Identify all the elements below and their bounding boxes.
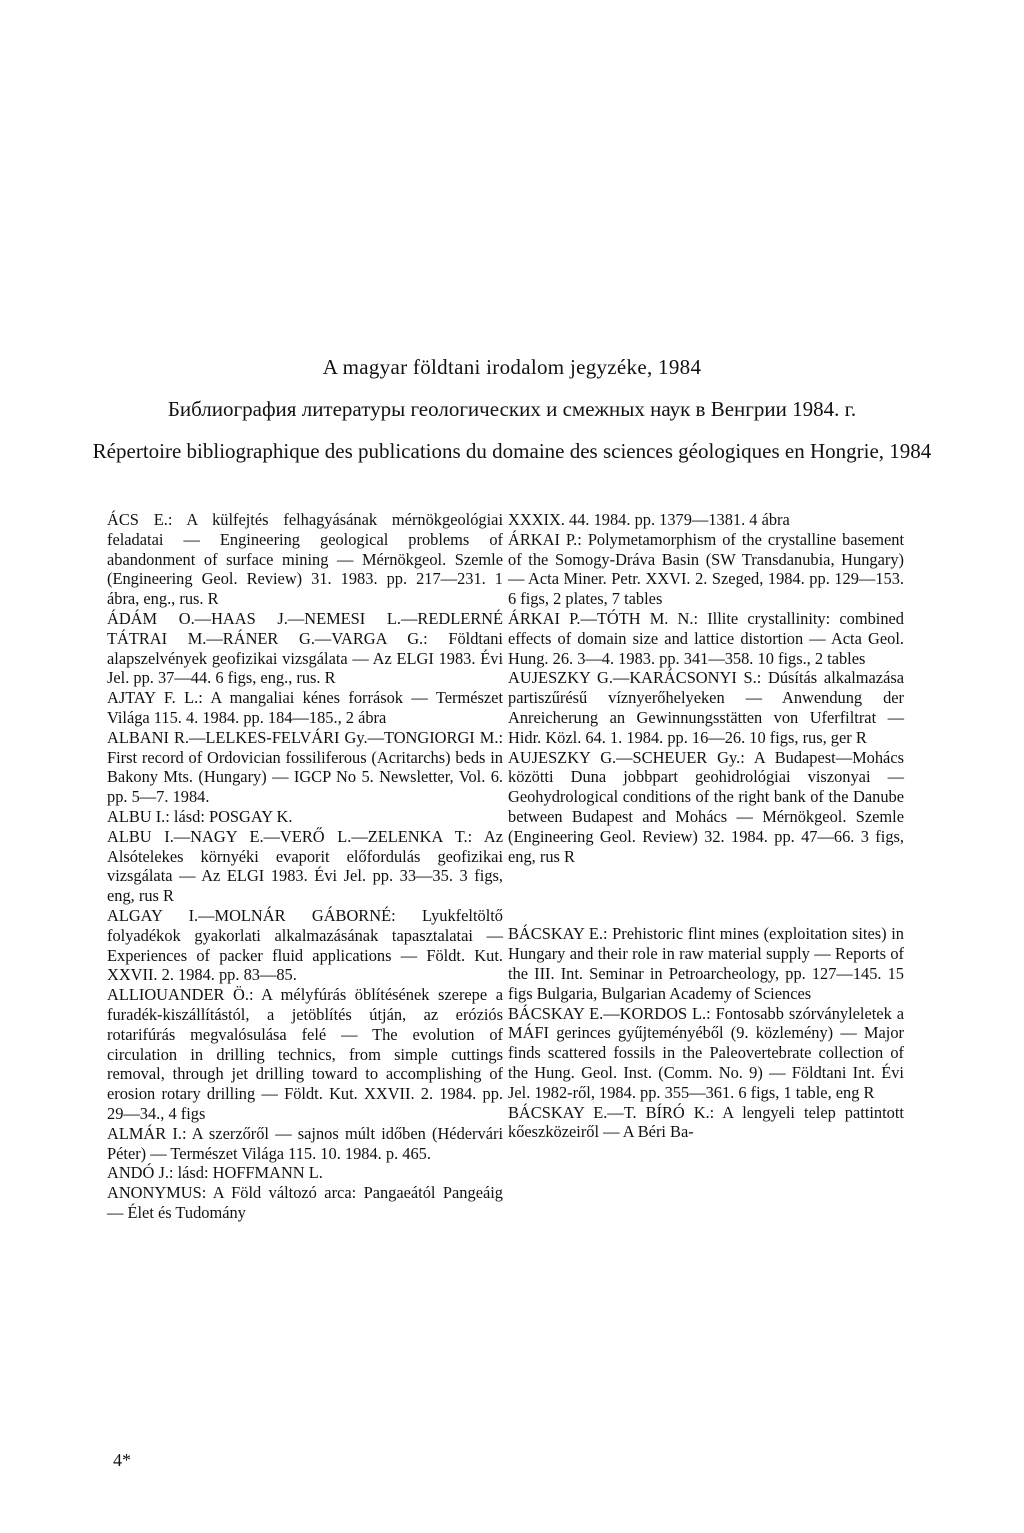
bibliography-entry: ALBANI R.—LELKES-FELVÁRI Gy.—TONGIORGI M.: First record of Ordovician fossiliferous (Acritarchs) beds in Bakony Mts. (Hungary) — IGCP No 5. Newsletter, Vol. 6. pp. 5—7. 1984. xyxy=(107,727,503,807)
bibliography-entry: ANONYMUS: A Föld változó arca: Pangaeától Pangeáig — Élet és Tudomány xyxy=(107,1183,503,1222)
left-column xyxy=(107,510,503,1223)
bibliography-entry: ANDÓ J.: lásd: HOFFMANN L. xyxy=(107,1163,323,1183)
bibliography-entry: ÁDÁM O.—HAAS J.—NEMESI L.—REDLERNÉ TÁTRAI M.—RÁNER G.—VARGA G.: Földtani alapszelvények geofizikai vizsgálata — Az ELGI 1983. Évi Jel. pp. 37—44. 6 figs, eng., rus. R xyxy=(107,608,503,688)
bibliography-entry: ALGAY I.—MOLNÁR GÁBORNÉ: Lyukfeltöltő folyadékok gyakorlati alkalmazásának tapasztalatai — Experiences of packer fluid applications — Földt. Kut. XXVII. 2. 1984. pp. 83—85. xyxy=(107,905,503,985)
page-marker: 4* xyxy=(113,1450,131,1470)
bibliography-entry: ALLIOUANDER Ö.: A mélyfúrás öblítésének szerepe a furadék-kiszállítástól, a jetöblítés útján, az eróziós rotarifúrás megvalósulása felé — The evolution of circulation in drilling technics, from simple cuttings removal, through jet drilling toward to accomplishing of erosion rotary drilling — Földt. Kut. XXVII. 2. 1984. pp. 29—34., 4 figs xyxy=(107,985,503,1123)
bibliography-entry: ÁRKAI P.—TÓTH M. N.: Illite crystallinity: combined effects of domain size and lattice distortion — Acta Geol. Hung. 26. 3—4. 1983. pp. 341—358. 10 figs., 2 tables xyxy=(508,608,904,668)
bibliography-entry: XXXIX. 44. 1984. pp. 1379—1381. 4 ábra xyxy=(508,510,790,529)
bibliography-entry: ALBU I.: lásd: POSGAY K. xyxy=(107,806,293,826)
title-hungarian: A magyar földtani irodalom jegyzéke, 1984 xyxy=(322,355,702,379)
bibliography-entry: BÁCSKAY E.—T. BÍRÓ K.: A lengyeli telep pattintott kőeszközeiről — A Béri Ba- xyxy=(508,1102,904,1142)
bibliography-entry: ÁCS E.: A külfejtés felhagyásának mérnökgeológiai feladatai — Engineering geological problems of abandonment of surface mining — Mérnökgeol. Szemle (Engineering Geol. Review) 31. 1983. pp. 217—231. 1 ábra, eng., rus. R xyxy=(107,510,503,609)
title-french: Répertoire bibliographique des publications du domaine des sciences géologiques en Hongrie, 1984 xyxy=(92,439,932,463)
bibliography-entry: ALMÁR I.: A szerzőről — sajnos múlt időben (Hédervári Péter) — Természet Világa 115. 10. 1984. p. 465. xyxy=(107,1123,503,1163)
right-column xyxy=(508,510,904,1142)
bibliography-entry: ALBU I.—NAGY E.—VERŐ L.—ZELENKA T.: Az Alsótelekes környéki evaporit előfordulás geofizikai vizsgálata — Az ELGI 1983. Évi Jel. pp. 33—35. 3 figs, eng, rus R xyxy=(107,826,503,906)
bibliography-entry: ÁRKAI P.: Polymetamorphism of the crystalline basement of the Somogy-Dráva Basin (SW Transdanubia, Hungary) — Acta Miner. Petr. XXVI. 2. Szeged, 1984. pp. 129—153. 6 figs, 2 plates, 7 tables xyxy=(508,529,904,609)
bibliography-entry: BÁCSKAY E.—KORDOS L.: Fontosabb szórványleletek a MÁFI gerinces gyűjteményéből (9. közlemény) — Major finds scattered fossils in the Paleovertebrate collection of the Hung. Geol. Inst. (Comm. No. 9) — Földtani Int. Évi Jel. 1982-ről, 1984. pp. 355—361. 6 figs, 1 table, eng R xyxy=(508,1003,904,1102)
section-gap xyxy=(508,866,904,924)
bibliography-entry: BÁCSKAY E.: Prehistoric flint mines (exploitation sites) in Hungary and their role in raw material supply — Reports of the III. Int. Seminar in Petroarcheology, pp. 127—145. 15 figs Bulgaria, Bulgarian Academy of Sciences xyxy=(508,924,904,1003)
bibliography-entry: AJTAY F. L.: A mangaliai kénes források — Természet Világa 115. 4. 1984. pp. 184—185., 2 ábra xyxy=(107,688,503,727)
title-russian: Библиография литературы геологических и смежных наук в Венгрии 1984. г. xyxy=(167,397,857,421)
bibliography-entry: AUJESZKY G.—KARÁCSONYI S.: Dúsítás alkalmazása partiszűrésű víznyerőhelyeken — Anwendung der Anreicherung an Gewinnungsstätten von Uferfiltrat — Hidr. Közl. 64. 1. 1984. pp. 16—26. 10 figs, rus, ger R xyxy=(508,668,904,747)
bibliography-entry: AUJESZKY G.—SCHEUER Gy.: A Budapest—Mohács közötti Duna jobbpart geohidrológiai viszonyai — Geohydrological conditions of the right bank of the Danube between Budapest and Mohács — Mérnökgeol. Szemle (Engineering Geol. Review) 32. 1984. pp. 47—66. 3 figs, eng, rus R xyxy=(508,747,904,866)
page-headings xyxy=(60,352,964,466)
